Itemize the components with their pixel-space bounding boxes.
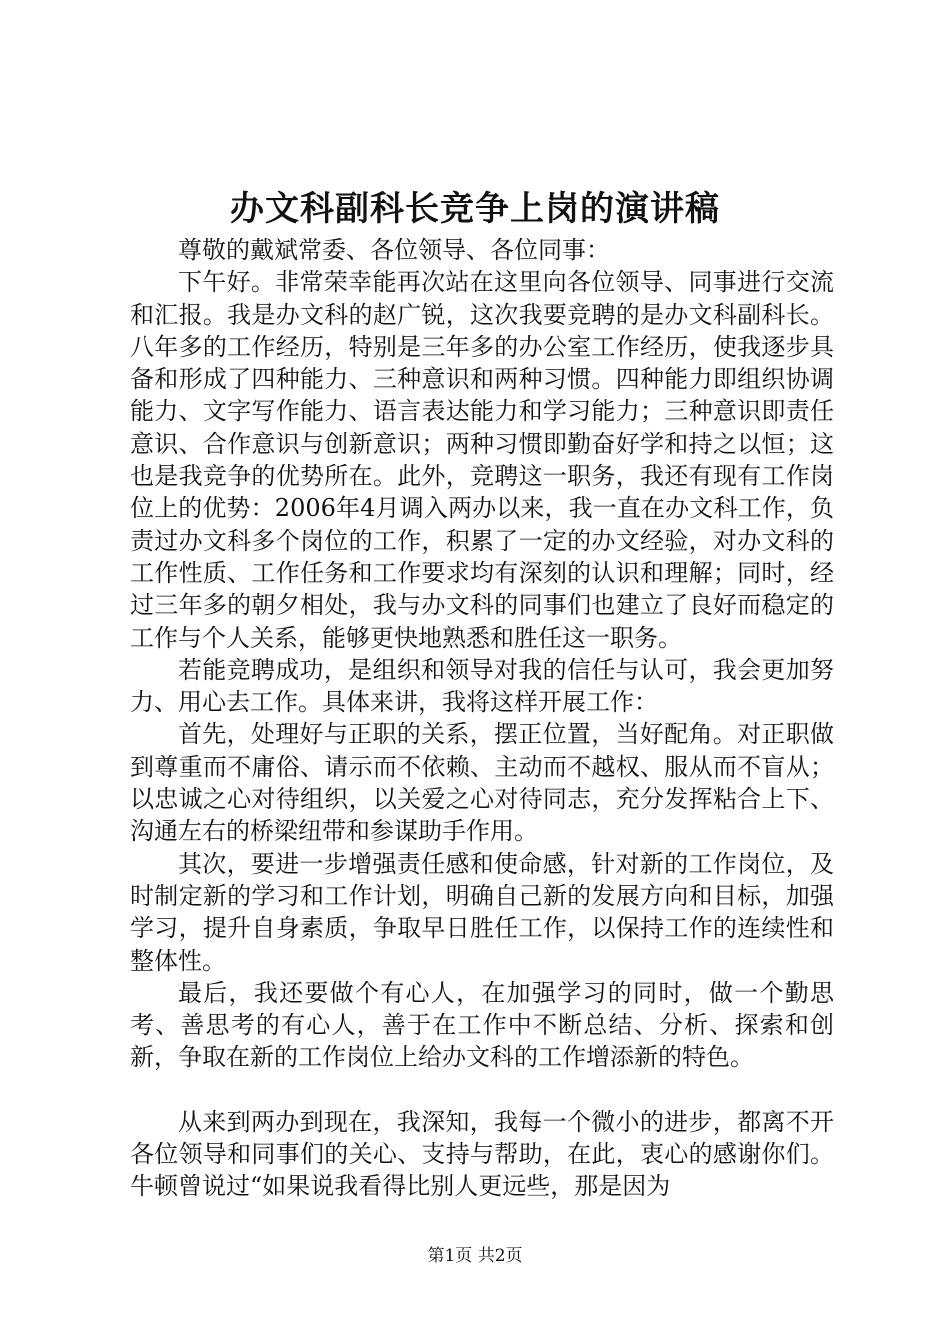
document-body bbox=[130, 234, 834, 1203]
salutation-paragraph: 尊敬的戴斌常委、各位领导、各位同事： bbox=[178, 236, 610, 264]
body-paragraph: 若能竞聘成功，是组织和领导对我的信任与认可，我会更加努力、用心去工作。具体来讲，我将这样开展工作： bbox=[130, 655, 834, 717]
body-paragraph: 从来到两办到现在，我深知，我每一个微小的进步，都离不开各位领导和同事们的关心、支持与帮助，在此，衷心的感谢你们。牛顿曾说过“如果说我看得比别人更远些，那是因为 bbox=[130, 1107, 834, 1201]
document-title: 办文科副科长竞争上岗的演讲稿 bbox=[230, 189, 720, 229]
body-paragraph: 首先，处理好与正职的关系，摆正位置，当好配角。对正职做到尊重而不庸俗、请示而不依赖、主动而不越权、服从而不盲从；以忠诚之心对待组织，以关爱之心对待同志，充分发挥粘合上下、沟通左右的桥梁纽带和参谋助手作用。 bbox=[130, 720, 834, 846]
body-paragraph: 下午好。非常荣幸能再次站在这里向各位领导、同事进行交流和汇报。我是办文科的赵广锐，这次我要竞聘的是办文科副科长。八年多的工作经历，特别是三年多的办公室工作经历，使我逐步具备和形成了四种能力、三种意识和两种习惯。四种能力即组织协调能力、文字写作能力、语言表达能力和学习能力；三种意识即责任意识、合作意识与创新意识；两种习惯即勤奋好学和持之以恒；这也是我竞争的优势所在。此外，竞聘这一职务，我还有现有工作岗位上的优势：2006年4月调入两办以来，我一直在办文科工作，负责过办文科多个岗位的工作，积累了一定的办文经验，对办文科的工作性质、工作任务和工作要求均有深刻的认识和理解；同时，经过三年多的朝夕相处，我与办文科的同事们也建立了良好而稳定的工作与个人关系，能够更快地熟悉和胜任这一职务。 bbox=[130, 268, 834, 652]
body-paragraph: 其次，要进一步增强责任感和使命感，针对新的工作岗位，及时制定新的学习和工作计划，明确自己新的发展方向和目标，加强学习，提升自身素质，争取早日胜任工作，以保持工作的连续性和整体性。 bbox=[130, 849, 834, 975]
page-number-footer: 第1页 共2页 bbox=[427, 1246, 523, 1266]
body-paragraph: 最后，我还要做个有心人，在加强学习的同时，做一个勤思考、善思考的有心人，善于在工作中不断总结、分析、探索和创新，争取在新的工作岗位上给办文科的工作增添新的特色。 bbox=[130, 978, 834, 1072]
paragraph-spacer bbox=[130, 1074, 834, 1106]
